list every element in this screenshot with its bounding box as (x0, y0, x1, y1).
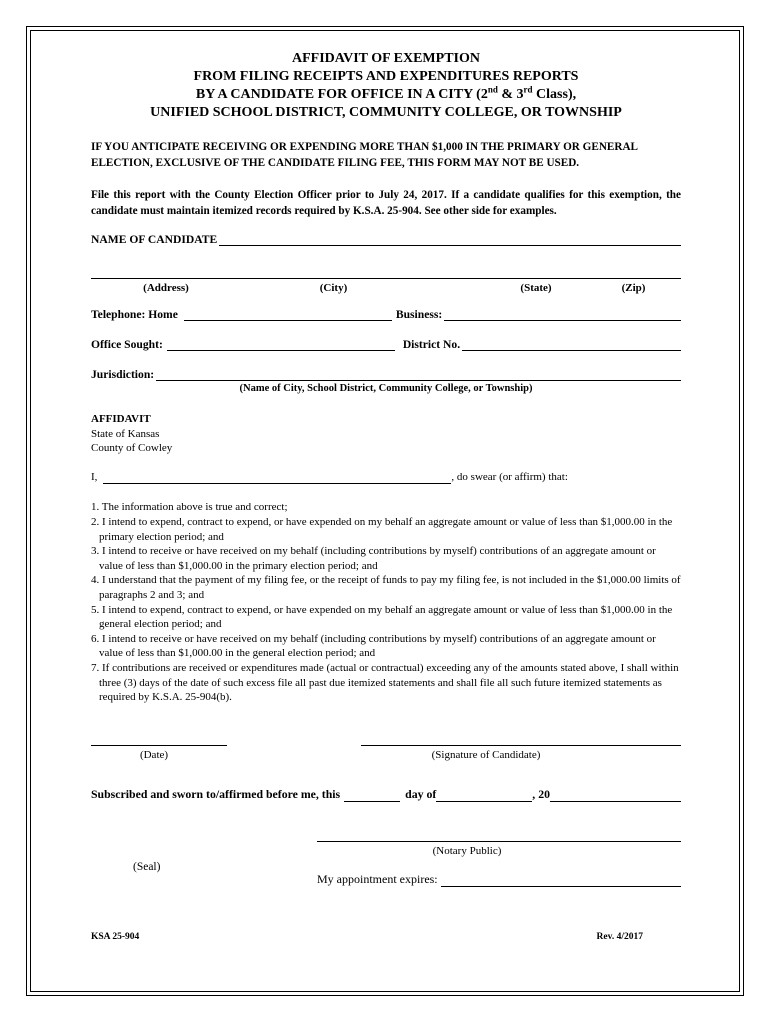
date-caption: (Date) (139, 748, 169, 761)
affidavit-heading: AFFIDAVIT (91, 413, 151, 425)
subscribed-label: Subscribed and sworn to/affirmed before me, this (91, 786, 341, 801)
statement-item: 3. I intend to receive or have received on my behalf (including contributions by myself) contributions of an aggregate amount or value of less than $1,000.00 in the primary election period; and (91, 545, 656, 572)
candidate-name-row (91, 233, 681, 246)
city-caption: (City) (319, 282, 348, 294)
address-caption: (Address) (143, 282, 189, 294)
subscribed-row (91, 787, 681, 802)
notary-signature-field[interactable] (317, 840, 681, 842)
oath-prefix: I, (91, 470, 98, 483)
signature-field[interactable] (361, 735, 681, 746)
appointment-expires-field[interactable] (441, 874, 681, 887)
affiant-name-field[interactable] (103, 471, 451, 484)
statement-item: 7. If contributions are received or expenditures made (actual or contractual) exceeding any of the amounts stated above, I shall within three (3) days of the date of such excess file all past due itemized statements and shall file all such future itemized statements as required by K.S.A. 25-904(b). (91, 661, 679, 704)
statement-item: 6. I intend to receive or have received on my behalf (including contributions by myself) contributions of an aggregate amount or value of less than $1,000.00 in the general election period; and (91, 632, 656, 660)
day-of-label: day of (405, 786, 437, 801)
notary-caption: (Notary Public) (432, 844, 502, 857)
district-no-label: District No. (402, 338, 461, 351)
statement-item: 2. I intend to expend, contract to expend, or have expended on my behalf an aggregate amount or value of less than $1,000.00 in the primary election period; and (91, 515, 673, 543)
appointment-row (317, 872, 681, 887)
candidate-name-label: NAME OF CANDIDATE (91, 233, 218, 246)
statement-item: 4. I understand that the payment of my filing fee, or the receipt of funds to pay my filing fee, is not included in the $1,000.00 limits of paragraphs 2 and 3; and (91, 574, 681, 601)
district-no-field[interactable] (462, 338, 681, 351)
jurisdiction-label: Jurisdiction: (91, 368, 155, 381)
signature-caption: (Signature of Candidate) (431, 748, 541, 761)
office-row (91, 338, 681, 351)
jurisdiction-caption: (Name of City, School District, Community College, or Township) (239, 383, 533, 394)
seal-label: (Seal) (133, 860, 161, 873)
affidavit-county: County of Cowley (91, 442, 173, 455)
telephone-home-field[interactable] (184, 308, 392, 321)
address-row (91, 266, 681, 279)
jurisdiction-row (91, 368, 681, 381)
state-caption: (State) (520, 282, 552, 294)
oath-row (91, 470, 681, 485)
year-prefix: , 20 (532, 786, 550, 801)
form-title (91, 50, 681, 122)
year-field[interactable] (550, 789, 681, 802)
oath-suffix: , do swear (or affirm) that: (451, 470, 568, 483)
address-captions (91, 282, 681, 294)
business-label: Business: (395, 308, 443, 321)
statement-item: 1. The information above is true and correct; (91, 501, 288, 514)
affidavit-form (91, 50, 681, 940)
appointment-label: My appointment expires: (317, 871, 438, 886)
jurisdiction-field[interactable] (156, 368, 681, 381)
address-field[interactable] (91, 266, 681, 279)
title-line-2: FROM FILING RECEIPTS AND EXPENDITURES REPORTS (193, 69, 579, 84)
telephone-home-label: Telephone: Home (91, 308, 178, 321)
title-line-3: BY A CANDIDATE FOR OFFICE IN A CITY (2nd & 3rd Class), (195, 84, 577, 102)
telephone-row (91, 308, 681, 321)
office-sought-field[interactable] (167, 338, 395, 351)
page-footer (91, 932, 643, 942)
candidate-name-field[interactable] (219, 233, 681, 246)
title-line-4: UNIFIED SCHOOL DISTRICT, COMMUNITY COLLEGE, OR TOWNSHIP (150, 105, 622, 120)
eligibility-notice: IF YOU ANTICIPATE RECEIVING OR EXPENDING MORE THAN $1,000 IN THE PRIMARY OR GENERAL ELECTION, EXCLUSIVE OF THE CANDIDATE FILING FEE, THIS FORM MAY NOT BE USED. (91, 141, 638, 169)
office-sought-label: Office Sought: (91, 338, 163, 351)
statement-item: 5. I intend to expend, contract to expend, or have expended on my behalf an aggregate amount or value of less than $1,000.00 in the general election period; and (91, 603, 673, 631)
revision-date: Rev. 4/2017 (596, 932, 643, 942)
filing-instructions: File this report with the County Election Officer prior to July 24, 2017. If a candidate qualifies for this exemption, the candidate must maintain itemized records required by K.S.A. 25-904. See other side for examples. (91, 189, 681, 217)
affidavit-statements (91, 500, 681, 704)
zip-caption: (Zip) (621, 282, 646, 294)
affidavit-header (91, 412, 681, 456)
affidavit-state: State of Kansas (91, 427, 160, 440)
day-field[interactable] (344, 789, 400, 802)
title-line-1: AFFIDAVIT OF EXEMPTION (292, 51, 480, 66)
month-field[interactable] (436, 789, 532, 802)
date-field[interactable] (91, 735, 227, 746)
notary-section (91, 830, 681, 940)
statute-reference: KSA 25-904 (91, 932, 140, 942)
business-phone-field[interactable] (444, 308, 681, 321)
signature-row (91, 735, 681, 765)
